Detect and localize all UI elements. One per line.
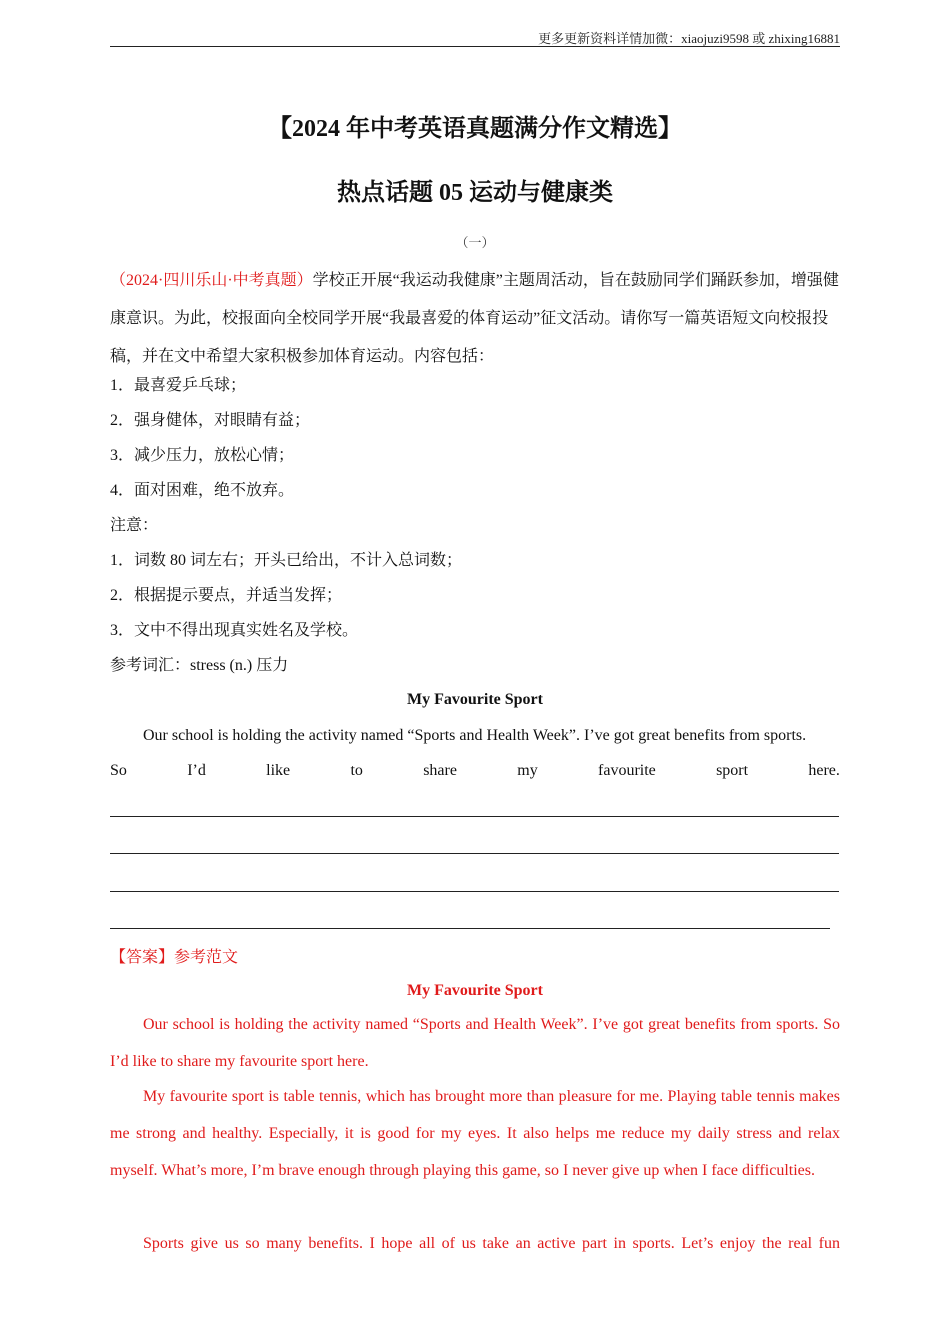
answer-paragraph-1: Our school is holding the activity named “Sports and Health Week”. I’ve got great benefits from sports. So I’d like to share my favourite sport here. bbox=[110, 1016, 840, 1070]
answer-label: 【答案】参考范文 bbox=[110, 949, 239, 966]
opening-word: sport bbox=[716, 762, 749, 779]
writing-blank-line[interactable] bbox=[110, 853, 839, 854]
answer-paragraph-2: My favourite sport is table tennis, which has brought more than pleasure for me. Playing table tennis makes me strong and healthy. Especially, it is good for my eyes. It also helps me reduce my daily stress and relax myself. What’s more, I’m brave enough through playing this game, so I never give up when I face difficulties. bbox=[110, 1088, 840, 1179]
opening-word: my bbox=[517, 762, 538, 779]
main-title: 【2024 年中考英语真题满分作文精选】 bbox=[268, 116, 682, 142]
prompt-text: 学校正开展“我运动我健康”主题周活动，旨在鼓励同学们踊跃参加，增强健康意识。为此，校报面向全校同学开展“我最喜爱的体育运动”征文活动。请你写一篇英语短文向校报投稿，并在文中希望大家积极参加体育运动。内容包括： bbox=[110, 272, 839, 365]
note-2: 2．根据提示要点，并适当发挥； bbox=[110, 587, 343, 604]
writing-blank-line[interactable] bbox=[110, 928, 830, 929]
writing-blank-line[interactable] bbox=[110, 891, 839, 892]
section-number: （一） bbox=[455, 235, 495, 250]
answer-title: My Favourite Sport bbox=[407, 982, 543, 999]
answer-paragraph-3: Sports give us so many benefits. I hope all of us take an active part in sports. Let’s enjoy the real fun bbox=[143, 1235, 840, 1252]
header-contact-text: 更多更新资料详情加微：xiaojuzi9598 或 zhixing16881 bbox=[538, 31, 840, 46]
note-label: 注意： bbox=[110, 517, 159, 534]
point-2: 2．强身健体，对眼睛有益； bbox=[110, 412, 311, 429]
opening-word: share bbox=[423, 762, 457, 779]
opening-word: like bbox=[266, 762, 291, 779]
opening-word: to bbox=[350, 762, 363, 779]
opening-word: So bbox=[110, 762, 127, 779]
essay-title: My Favourite Sport bbox=[407, 691, 543, 708]
opening-word: favourite bbox=[598, 762, 656, 779]
topic-title: 热点话题 05 运动与健康类 bbox=[337, 180, 613, 206]
point-3: 3．减少压力，放松心情； bbox=[110, 447, 295, 464]
prompt-source: （2024·四川乐山·中考真题） bbox=[110, 272, 313, 289]
opening-word: I’d bbox=[187, 762, 206, 779]
point-1: 1．最喜爱乒乓球； bbox=[110, 377, 247, 394]
note-3: 3．文中不得出现真实姓名及学校。 bbox=[110, 622, 359, 639]
essay-opening-spread bbox=[110, 762, 840, 780]
writing-prompt bbox=[110, 262, 840, 376]
opening-word: here. bbox=[808, 762, 840, 779]
point-4: 4．面对困难，绝不放弃。 bbox=[110, 482, 295, 499]
essay-opening-line: Our school is holding the activity named “Sports and Health Week”. I’ve got great benefits from sports. bbox=[143, 727, 807, 744]
note-1: 1．词数 80 词左右；开头已给出，不计入总词数； bbox=[110, 552, 463, 569]
writing-blank-line[interactable] bbox=[110, 816, 839, 817]
page-header bbox=[110, 26, 840, 47]
vocab-hint: 参考词汇：stress (n.) 压力 bbox=[110, 657, 289, 674]
